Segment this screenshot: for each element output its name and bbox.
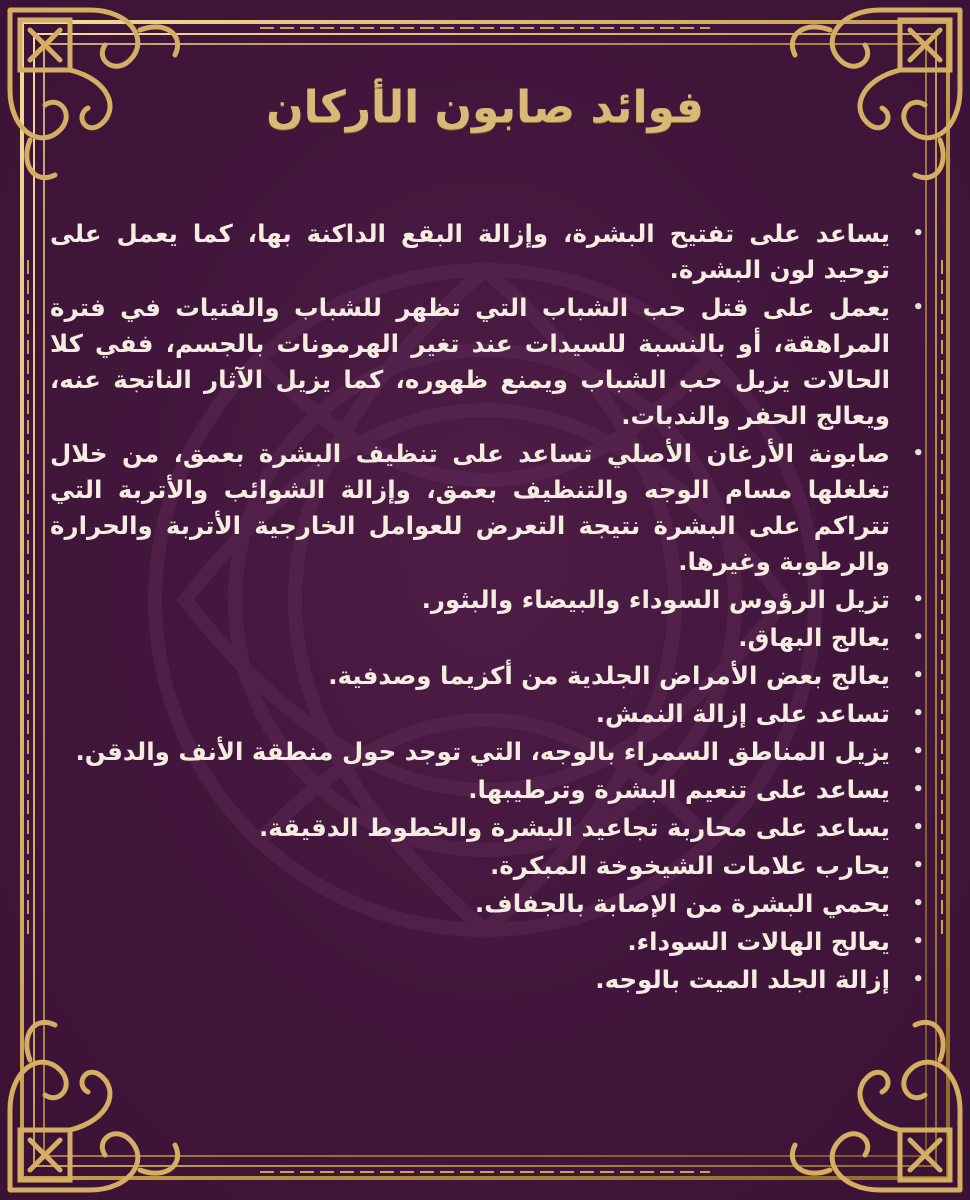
bullet-icon: • [912, 665, 924, 686]
list-item [50, 620, 924, 656]
list-item-text: صابونة الأرغان الأصلي تساعد على تنظيف البشرة بعمق، من خلال تغلغلها مسام الوجه والتنظيف بعمق، وإزالة الشوائب والأتربة التي تتراكم على البشرة نتيجة التعرض للعوامل الخارجية الأتربة والحرارة والرطوبة وغيرها. [50, 439, 890, 576]
bullet-icon: • [912, 931, 924, 952]
list-item [50, 216, 924, 288]
list-item-text: تزيل الرؤوس السوداء والبيضاء والبثور. [421, 585, 890, 614]
list-item-text: يساعد على تفتيح البشرة، وإزالة البقع الداكنة بها، كما يعمل على توحيد لون البشرة. [50, 219, 890, 284]
list-item-text: يعمل على قتل حب الشباب التي تظهر للشباب والفتيات في فترة المراهقة، أو بالنسبة للسيدات عند تغير الهرمونات بالجسم، ففي كلا الحالات يزيل حب الشباب ويمنع ظهوره، كما يزيل الآثار الناتجة عنه، ويعالج الحفر والندبات. [50, 293, 890, 430]
list-item [50, 924, 924, 960]
bullet-icon: • [912, 893, 924, 914]
list-item-text: يحمي البشرة من الإصابة بالجفاف. [474, 889, 890, 918]
list-item-text: يزيل المناطق السمراء بالوجه، التي توجد حول منطقة الأنف والدقن. [75, 737, 890, 766]
bullet-icon: • [912, 741, 924, 762]
benefits-list [50, 216, 930, 1000]
page-title: فوائد صابون الأركان [266, 82, 704, 133]
bullet-icon: • [912, 779, 924, 800]
bullet-icon: • [912, 627, 924, 648]
list-item-text: إزالة الجلد الميت بالوجه. [595, 965, 890, 994]
list-item [50, 848, 924, 884]
list-item [50, 582, 924, 618]
list-item [50, 290, 924, 434]
bullet-icon: • [912, 297, 924, 318]
list-item [50, 734, 924, 770]
bullet-icon: • [912, 223, 924, 244]
list-item-text: يعالج الهالات السوداء. [627, 927, 890, 956]
corner-ornament-bottom-left [0, 1000, 200, 1200]
bullet-icon: • [912, 703, 924, 724]
list-item-text: يحارب علامات الشيخوخة المبكرة. [489, 851, 890, 880]
bullet-icon: • [912, 969, 924, 990]
list-item [50, 696, 924, 732]
list-item [50, 962, 924, 998]
corner-ornament-bottom-right [770, 1000, 970, 1200]
list-item [50, 772, 924, 808]
list-item-text: يساعد على محاربة تجاعيد البشرة والخطوط الدقيقة. [258, 813, 890, 842]
list-item-text: يعالج بعض الأمراض الجلدية من أكزيما وصدفية. [328, 661, 890, 690]
list-item [50, 658, 924, 694]
list-item [50, 810, 924, 846]
bullet-icon: • [912, 589, 924, 610]
list-item-text: يساعد على تنعيم البشرة وترطيبها. [468, 775, 890, 804]
list-item-text: تساعد على إزالة النمش. [595, 699, 890, 728]
list-item-text: يعالج البهاق. [738, 623, 890, 652]
bullet-icon: • [912, 855, 924, 876]
bullet-icon: • [912, 817, 924, 838]
list-item [50, 886, 924, 922]
list-item [50, 436, 924, 580]
bullet-icon: • [912, 443, 924, 464]
